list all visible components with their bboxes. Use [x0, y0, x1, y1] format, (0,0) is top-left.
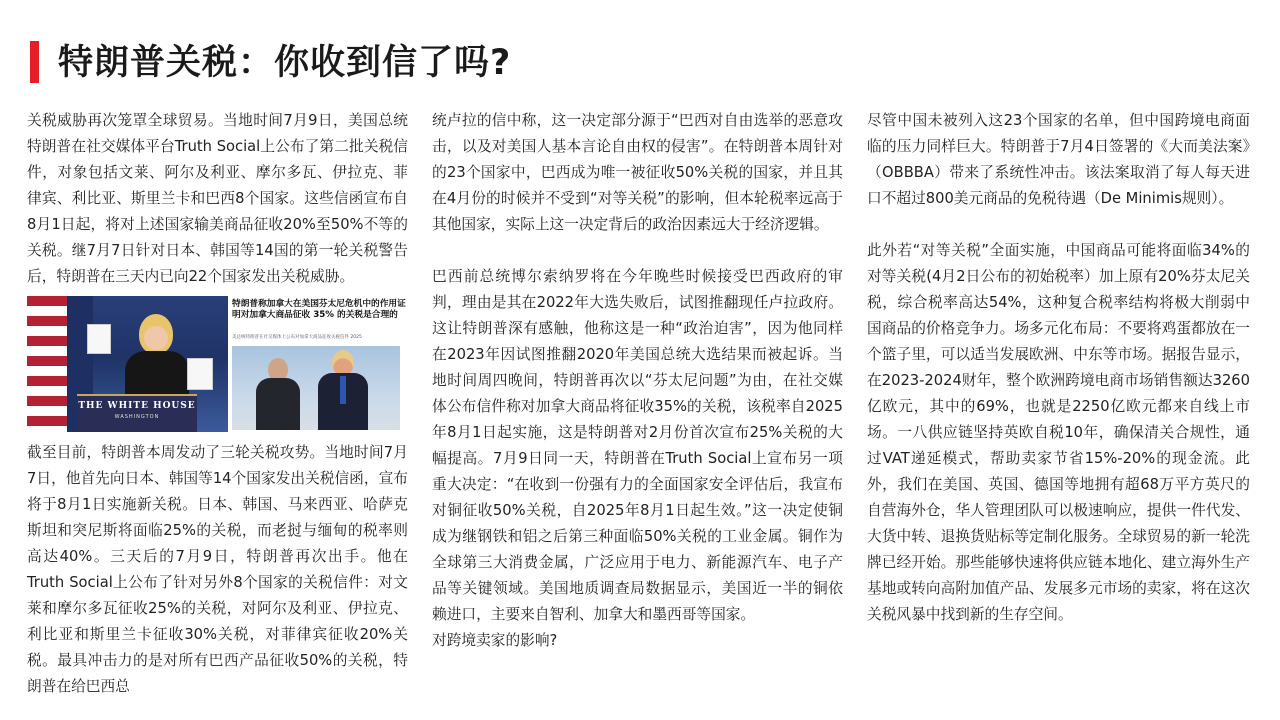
news-caption: 美总统特朗普在社交媒体上公布对加拿大商品征收关税信件 2025: [232, 335, 362, 340]
column-2: [432, 108, 843, 654]
paragraph: 统卢拉的信中称，这一决定部分源于“巴西对自由选举的恶意攻击，以及对美国人基本言论自由权的侵害”。在特朗普本周针对的23个国家中，巴西成为唯一被征收50%关税的国家，并且其在4月份的时候并不受到“对等关税”的影响，但本轮税率远高于其他国家，实际上这一决定背后的政治因素远大于经济逻辑。: [432, 112, 843, 233]
paragraph: 尽管中国未被列入这23个国家的名单，但中国跨境电商面临的压力同样巨大。特朗普于7月4日签署的《大而美法案》（OBBBA）带来了系统性冲击。该法案取消了每人每天进口不超过800美元商品的免税待遇（De Minimis规则）。: [867, 112, 1250, 207]
column-1: [27, 108, 408, 700]
news-headline: 特朗普称加拿大在美国芬太尼危机中的作用证明对加拿大商品征收 35% 的关税是合理的: [232, 299, 406, 320]
leaders-photo: [232, 346, 400, 430]
letter-document: [87, 324, 111, 354]
paragraph: 此外若“对等关税”全面实施，中国商品可能将面临34%的对等关税(4月2日公布的初始税率）加上原有20%芬太尼关税，综合税率高达54%，这种复合税率结构将极大削弱中国商品的价格竞争力。场多元化布局：不要将鸡蛋都放在一个篮子里，可以适当发展欧洲、中东等市场。据报告显示，在2023-2024财年，整个欧洲跨境电商市场销售额达3260亿欧元，其中的69%，也就是2250亿欧元都来自线上市场。一八供应链坚持英欧自税10年，确保清关合规性，通过VAT递延模式，帮助卖家节省15%-20%的现金流。此外，我们在美国、英国、德国等地拥有超68万平方英尺的自营海外仓，华人管理团队可以极速响应，提供一件代发、大货中转、退换货贴标等定制化服务。全球贸易的新一轮洗牌已经开始。那些能够快速将供应链本地化、建立海外生产基地或转向高附加值产品、发展多元市场的卖家，将在这次关税风暴中找到新的生存空间。: [867, 242, 1250, 623]
news-card: [228, 296, 408, 432]
paragraph: 截至目前，特朗普本周发动了三轮关税攻势。当地时间7月7日，他首先向日本、韩国等14个国家发出关税信函，宣布将于8月1日实施新关税。日本、韩国、马来西亚、哈萨克斯坦和突尼斯将面临25%的关税，而老挝与缅甸的税率则高达40%。三天后的7月9日，特朗普再次出手。他在Truth Social上公布了针对另外8个国家的关税信件：对文莱和摩尔多瓦征收25%的关税，对阿尔及利亚、伊拉克、利比亚和斯里兰卡征收30%关税，对菲律宾征收20%关税。最具冲击力的是对所有巴西产品征收50%的关税，特朗普在给巴西总: [27, 444, 408, 695]
subheading: 对跨境卖家的影响?: [432, 632, 558, 649]
press-briefing-photo: [27, 296, 228, 432]
speaker-head: [139, 314, 173, 354]
us-flag: [27, 296, 67, 432]
podium: [77, 394, 197, 432]
paragraph: 巴西前总统博尔索纳罗将在今年晚些时候接受巴西政府的审判，理由是其在2022年大选失败后，试图推翻现任卢拉政府。这让特朗普深有感触，他称这是一种“政治迫害”，因为他同样在2023年因试图推翻2020年美国总统大选结果而被起诉。当地时间周四晚间，特朗普再次以“芬太尼问题”为由，在社交媒体公布信件称对加拿大商品将征收35%的关税，该税率自2025年8月1日起实施，这是特朗普对2月份首次宣布25%关税的大幅提高。7月9日同一天，特朗普在Truth Social上宣布另一项重大决定：“在收到一份强有力的全面国家安全评估后，我宣布对铜征收50%关税，自2025年8月1日起生效。”这一决定使铜成为继钢铁和铝之后第三种面临50%关税的工业金属。铜作为全球第三大消费金属，广泛应用于电力、新能源汽车、电子产品等关键领域。美国地质调查局数据显示，美国近一半的铜依赖进口，主要来自智利、加拿大和墨西哥等国家。: [432, 268, 843, 623]
letter-document-2: [187, 358, 213, 390]
paragraph-gap: [867, 212, 1250, 238]
page-title: 特朗普关税：你收到信了吗?: [58, 43, 512, 83]
podium-sign: THE WHITE HOUSE: [78, 401, 196, 411]
podium-subtext: WASHINGTON: [114, 414, 160, 420]
paragraph: 关税威胁再次笼罩全球贸易。当地时间7月9日，美国总统特朗普在社交媒体平台Truth Social上公布了第二批关税信件，对象包括文莱、阿尔及利亚、摩尔多瓦、伊拉克、菲律宾、利比亚、斯里兰卡和巴西8个国家。这些信函宣布自8月1日起，将对上述国家输美商品征收20%至50%不等的关税。继7月7日针对日本、韩国等14国的第一轮关税警告后，特朗普在三天内已向22个国家发出关税威胁。: [27, 112, 408, 285]
news-image: [27, 296, 408, 432]
necktie: [340, 376, 346, 404]
paragraph-gap: [432, 238, 843, 264]
title-accent-bar: [30, 41, 39, 83]
column-3: [867, 108, 1250, 628]
person-body: [256, 378, 300, 430]
